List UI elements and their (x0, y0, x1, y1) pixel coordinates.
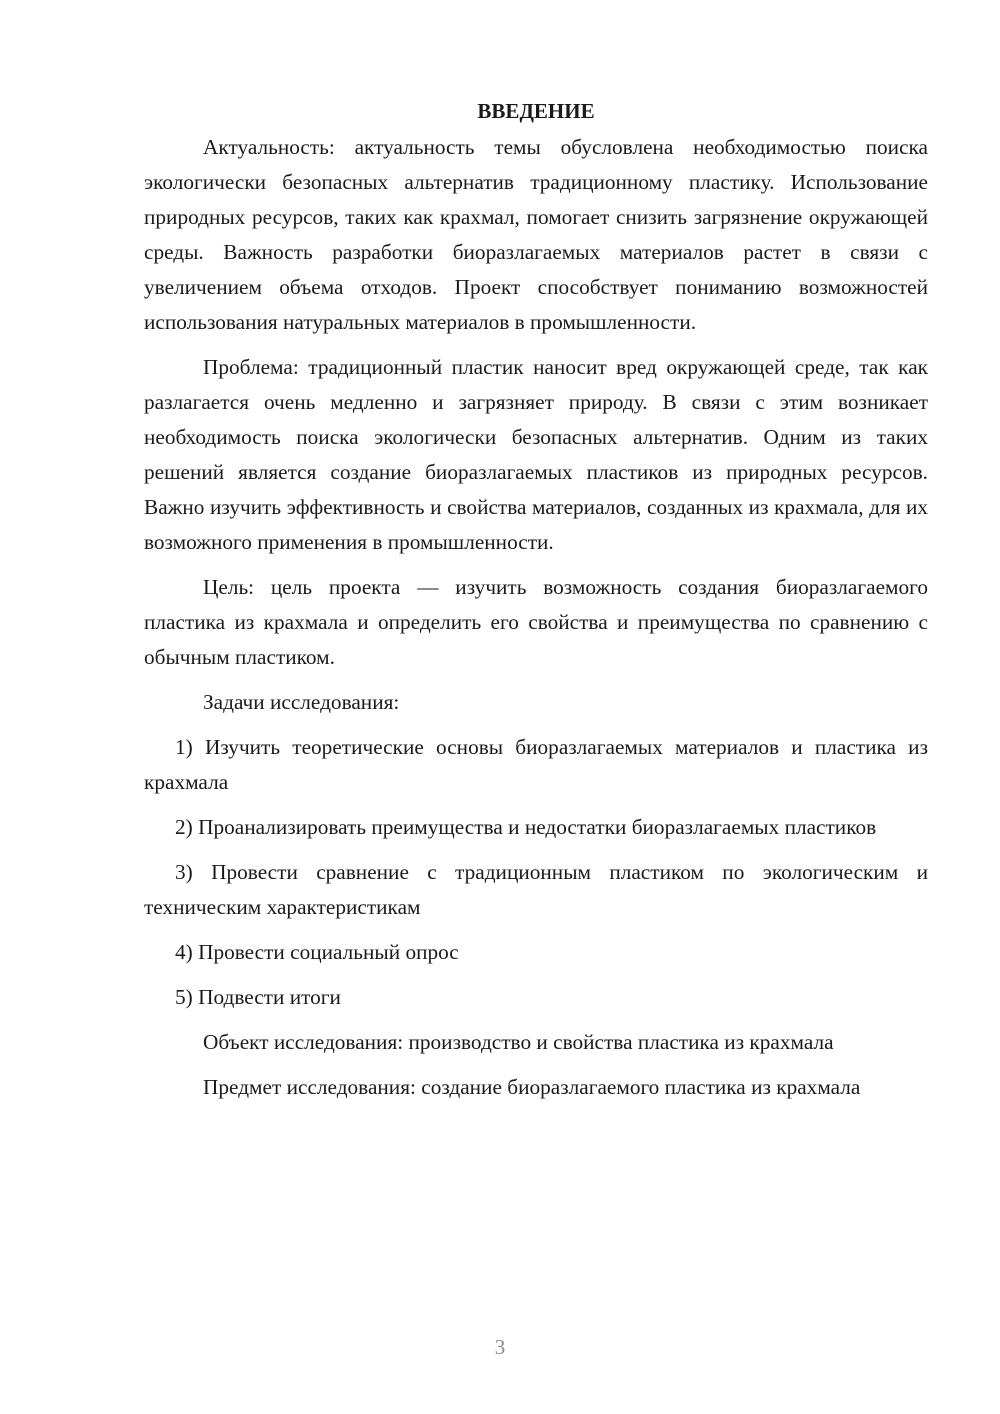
paragraph-relevance: Актуальность: актуальность темы обусловлена необходимостью поиска экологически безопасных альтернатив традиционному пластику. Использование природных ресурсов, таких как крахмал, помогает снизить загрязнение окружающей среды. Важность разработки биоразлагаемых материалов растет в связи с увеличением объема отходов. Проект способствует пониманию возможностей использования натуральных материалов в промышленности. (144, 135, 928, 334)
task-item-3: 3) Провести сравнение с традиционным пластиком по экологическим и техническим характеристикам (144, 860, 928, 919)
section-title: ВВЕДЕНИЕ (477, 99, 595, 123)
paragraph-object: Объект исследования: производство и свойства пластика из крахмала (203, 1030, 834, 1054)
task-item-4: 4) Провести социальный опрос (175, 940, 459, 964)
tasks-heading: Задачи исследования: (203, 690, 400, 714)
paragraph-subject: Предмет исследования: создание биоразлагаемого пластика из крахмала (203, 1075, 861, 1099)
document-page (144, 96, 928, 1105)
page-number: 3 (494, 1335, 506, 1359)
task-item-5: 5) Подвести итоги (175, 985, 341, 1009)
task-item-1: 1) Изучить теоретические основы биоразлагаемых материалов и пластика из крахмала (144, 735, 928, 794)
task-item-2: 2) Проанализировать преимущества и недостатки биоразлагаемых пластиков (175, 815, 877, 839)
paragraph-problem: Проблема: традиционный пластик наносит вред окружающей среде, так как разлагается очень медленно и загрязняет природу. В связи с этим возникает необходимость поиска экологически безопасных альтернатив. Одним из таких решений является создание биоразлагаемых пластиков из природных ресурсов. Важно изучить эффективность и свойства материалов, созданных из крахмала, для их возможного применения в промышленности. (144, 355, 928, 554)
paragraph-goal: Цель: цель проекта — изучить возможность создания биоразлагаемого пластика из крахмала и определить его свойства и преимущества по сравнению с обычным пластиком. (144, 575, 928, 669)
